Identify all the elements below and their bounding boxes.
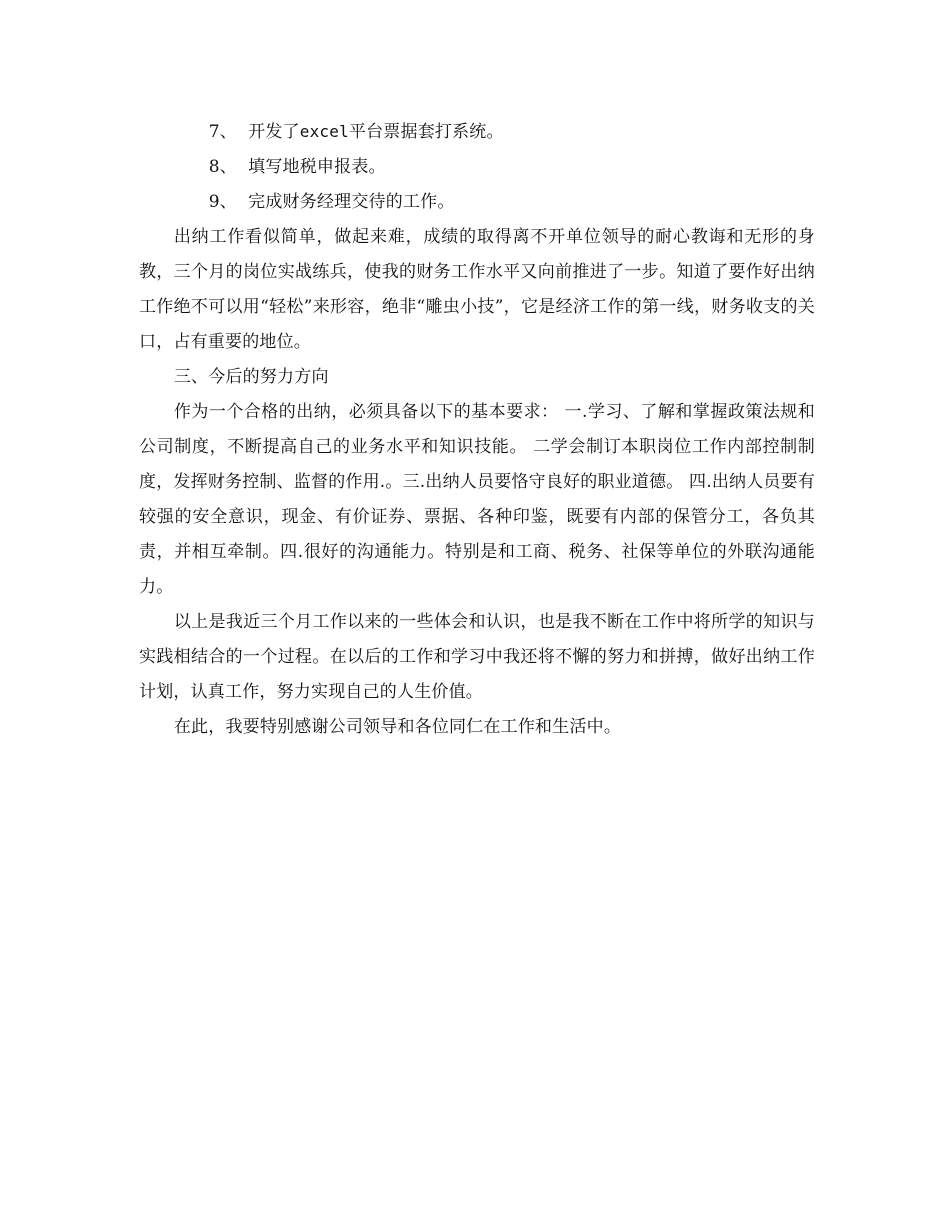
- list-text: 平台票据套打系统。: [348, 122, 504, 142]
- document-body: [139, 114, 815, 745]
- paragraph-cashier-work: 出纳工作看似简单，做起来难，成绩的取得离不开单位领导的耐心教诲和无形的身教，三个月的岗位实战练兵，使我的财务工作水平又向前推进了一步。知道了要作好出纳工作绝不可以用“轻松”来形容，绝非“雕虫小技”，它是经济工作的第一线，财务收支的关口，占有重要的地位。: [139, 227, 815, 352]
- list-item-8: [139, 150, 815, 185]
- list-code: excel: [299, 122, 349, 141]
- list-number: 7、: [208, 122, 237, 142]
- list-text: 填写地税申报表。: [248, 157, 386, 177]
- paragraph-thanks: 在此，我要特别感谢公司领导和各位同仁在工作和生活中。: [173, 717, 622, 737]
- list-number: 8、: [208, 157, 237, 177]
- list-item-9: [139, 185, 815, 220]
- list-number: 9、: [208, 192, 237, 212]
- paragraph-requirements: 作为一个合格的出纳，必须具备以下的基本要求： 一.学习、了解和掌握政策法规和公司制度，不断提高自己的业务水平和知识技能。 二学会制订本职岗位工作内部控制制度，发挥财务控制、监督的作用.。三.出纳人员要恪守良好的职业道德。 四.出纳人员要有较强的安全意识，现金、有价证券、票据、各种印鉴，既要有内部的保管分工，各负其责，并相互牵制。四.很好的沟通能力。特别是和工商、税务、社保等单位的外联沟通能力。: [139, 402, 816, 597]
- list-text: 完成财务经理交待的工作。: [248, 192, 455, 212]
- list-item-7: [139, 114, 815, 150]
- list-text: 开发了: [248, 122, 300, 142]
- section-heading-future-direction: 三、今后的努力方向: [173, 367, 329, 387]
- paragraph-summary: 以上是我近三个月工作以来的一些体会和认识，也是我不断在工作中将所学的知识与实践相结合的一个过程。在以后的工作和学习中我还将不懈的努力和拼搏，做好出纳工作计划，认真工作，努力实现自己的人生价值。: [139, 612, 815, 702]
